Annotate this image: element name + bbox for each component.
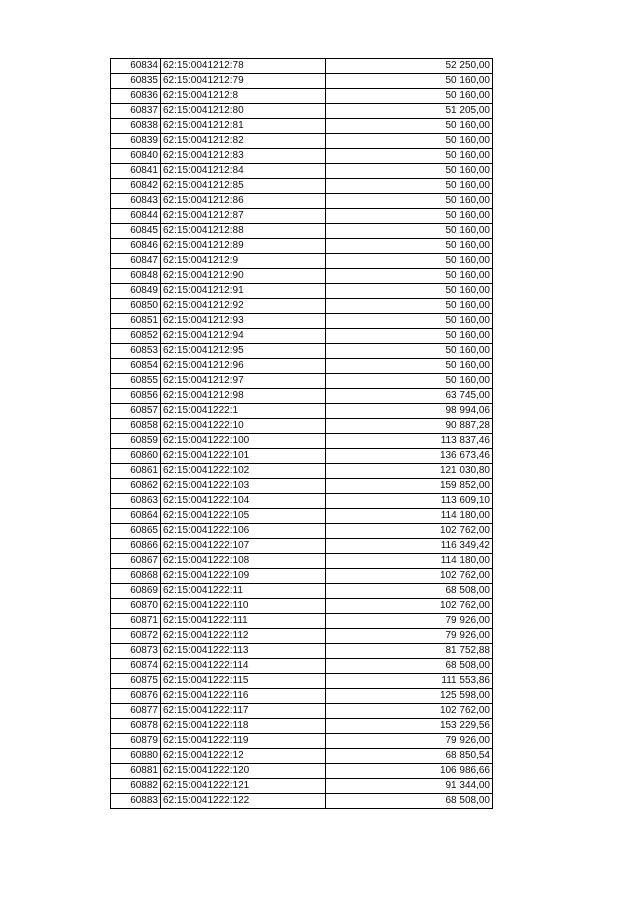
row-number-cell: 60857 — [111, 404, 161, 419]
value-cell: 50 160,00 — [326, 119, 493, 134]
table-row — [111, 464, 493, 479]
value-cell: 111 553,86 — [326, 674, 493, 689]
row-number-cell: 60864 — [111, 509, 161, 524]
value-cell: 121 030,80 — [326, 464, 493, 479]
cadastral-number-cell: 62:15:0041212:98 — [161, 389, 326, 404]
table-row — [111, 374, 493, 389]
value-cell: 50 160,00 — [326, 194, 493, 209]
row-number-cell: 60852 — [111, 329, 161, 344]
table-row — [111, 299, 493, 314]
row-number-cell: 60867 — [111, 554, 161, 569]
table-row — [111, 524, 493, 539]
cadastral-number-cell: 62:15:0041222:114 — [161, 659, 326, 674]
cadastral-number-cell: 62:15:0041212:82 — [161, 134, 326, 149]
value-cell: 63 745,00 — [326, 389, 493, 404]
value-cell: 50 160,00 — [326, 299, 493, 314]
value-cell: 68 508,00 — [326, 794, 493, 809]
table-row — [111, 599, 493, 614]
cadastral-number-cell: 62:15:0041222:104 — [161, 494, 326, 509]
table-row — [111, 749, 493, 764]
row-number-cell: 60861 — [111, 464, 161, 479]
table-row — [111, 719, 493, 734]
cadastral-number-cell: 62:15:0041222:115 — [161, 674, 326, 689]
cadastral-number-cell: 62:15:0041222:121 — [161, 779, 326, 794]
value-cell: 106 986,66 — [326, 764, 493, 779]
cadastral-number-cell: 62:15:0041212:96 — [161, 359, 326, 374]
row-number-cell: 60851 — [111, 314, 161, 329]
table-row — [111, 794, 493, 809]
value-cell: 116 349,42 — [326, 539, 493, 554]
value-cell: 136 673,46 — [326, 449, 493, 464]
table-row — [111, 419, 493, 434]
row-number-cell: 60843 — [111, 194, 161, 209]
row-number-cell: 60845 — [111, 224, 161, 239]
table-row — [111, 239, 493, 254]
cadastral-number-cell: 62:15:0041212:94 — [161, 329, 326, 344]
value-cell: 102 762,00 — [326, 569, 493, 584]
value-cell: 52 250,00 — [326, 59, 493, 74]
value-cell: 50 160,00 — [326, 344, 493, 359]
table-row — [111, 509, 493, 524]
table-row — [111, 134, 493, 149]
table-row — [111, 269, 493, 284]
row-number-cell: 60876 — [111, 689, 161, 704]
cadastral-number-cell: 62:15:0041212:81 — [161, 119, 326, 134]
row-number-cell: 60865 — [111, 524, 161, 539]
table-row — [111, 164, 493, 179]
cadastral-number-cell: 62:15:0041222:103 — [161, 479, 326, 494]
cadastral-number-cell: 62:15:0041212:86 — [161, 194, 326, 209]
row-number-cell: 60883 — [111, 794, 161, 809]
row-number-cell: 60844 — [111, 209, 161, 224]
table-row — [111, 344, 493, 359]
cadastral-number-cell: 62:15:0041222:122 — [161, 794, 326, 809]
value-cell: 50 160,00 — [326, 74, 493, 89]
table-row — [111, 224, 493, 239]
cadastral-number-cell: 62:15:0041212:88 — [161, 224, 326, 239]
table-row — [111, 194, 493, 209]
table-row — [111, 644, 493, 659]
table-row — [111, 74, 493, 89]
table-row — [111, 614, 493, 629]
row-number-cell: 60879 — [111, 734, 161, 749]
table-row — [111, 59, 493, 74]
value-cell: 68 508,00 — [326, 584, 493, 599]
value-cell: 68 508,00 — [326, 659, 493, 674]
row-number-cell: 60842 — [111, 179, 161, 194]
value-cell: 90 887,28 — [326, 419, 493, 434]
cadastral-number-cell: 62:15:0041222:10 — [161, 419, 326, 434]
value-cell: 102 762,00 — [326, 599, 493, 614]
cadastral-number-cell: 62:15:0041222:101 — [161, 449, 326, 464]
cadastral-number-cell: 62:15:0041222:110 — [161, 599, 326, 614]
value-cell: 79 926,00 — [326, 629, 493, 644]
row-number-cell: 60837 — [111, 104, 161, 119]
cadastral-number-cell: 62:15:0041222:117 — [161, 704, 326, 719]
row-number-cell: 60877 — [111, 704, 161, 719]
cadastral-number-cell: 62:15:0041222:12 — [161, 749, 326, 764]
value-cell: 50 160,00 — [326, 314, 493, 329]
cadastral-number-cell: 62:15:0041222:11 — [161, 584, 326, 599]
value-cell: 81 752,88 — [326, 644, 493, 659]
cadastral-number-cell: 62:15:0041222:100 — [161, 434, 326, 449]
value-cell: 102 762,00 — [326, 704, 493, 719]
value-cell: 68 850,54 — [326, 749, 493, 764]
table-row — [111, 434, 493, 449]
table-row — [111, 254, 493, 269]
cadastral-number-cell: 62:15:0041212:79 — [161, 74, 326, 89]
table-row — [111, 569, 493, 584]
table-row — [111, 494, 493, 509]
value-cell: 113 609,10 — [326, 494, 493, 509]
row-number-cell: 60873 — [111, 644, 161, 659]
row-number-cell: 60875 — [111, 674, 161, 689]
cadastral-number-cell: 62:15:0041212:90 — [161, 269, 326, 284]
row-number-cell: 60850 — [111, 299, 161, 314]
value-cell: 125 598,00 — [326, 689, 493, 704]
row-number-cell: 60838 — [111, 119, 161, 134]
value-cell: 79 926,00 — [326, 734, 493, 749]
value-cell: 50 160,00 — [326, 164, 493, 179]
cadastral-number-cell: 62:15:0041212:78 — [161, 59, 326, 74]
row-number-cell: 60841 — [111, 164, 161, 179]
cadastral-number-cell: 62:15:0041212:89 — [161, 239, 326, 254]
value-cell: 50 160,00 — [326, 149, 493, 164]
table-row — [111, 389, 493, 404]
cadastral-value-table — [110, 58, 493, 809]
table-row — [111, 284, 493, 299]
cadastral-number-cell: 62:15:0041222:119 — [161, 734, 326, 749]
table-row — [111, 704, 493, 719]
value-cell: 114 180,00 — [326, 554, 493, 569]
cadastral-number-cell: 62:15:0041222:107 — [161, 539, 326, 554]
value-cell: 50 160,00 — [326, 89, 493, 104]
row-number-cell: 60858 — [111, 419, 161, 434]
value-cell: 50 160,00 — [326, 179, 493, 194]
row-number-cell: 60846 — [111, 239, 161, 254]
value-cell: 98 994,06 — [326, 404, 493, 419]
value-cell: 50 160,00 — [326, 224, 493, 239]
row-number-cell: 60839 — [111, 134, 161, 149]
table-row — [111, 449, 493, 464]
table-row — [111, 314, 493, 329]
value-cell: 159 852,00 — [326, 479, 493, 494]
value-cell: 50 160,00 — [326, 254, 493, 269]
value-cell: 50 160,00 — [326, 239, 493, 254]
table-row — [111, 179, 493, 194]
cadastral-number-cell: 62:15:0041212:80 — [161, 104, 326, 119]
cadastral-number-cell: 62:15:0041212:93 — [161, 314, 326, 329]
cadastral-number-cell: 62:15:0041222:109 — [161, 569, 326, 584]
value-cell: 153 229,56 — [326, 719, 493, 734]
cadastral-number-cell: 62:15:0041212:85 — [161, 179, 326, 194]
cadastral-number-cell: 62:15:0041222:113 — [161, 644, 326, 659]
value-cell: 50 160,00 — [326, 359, 493, 374]
row-number-cell: 60856 — [111, 389, 161, 404]
cadastral-number-cell: 62:15:0041212:8 — [161, 89, 326, 104]
value-cell: 79 926,00 — [326, 614, 493, 629]
cadastral-number-cell: 62:15:0041222:120 — [161, 764, 326, 779]
value-cell: 51 205,00 — [326, 104, 493, 119]
row-number-cell: 60840 — [111, 149, 161, 164]
cadastral-number-cell: 62:15:0041212:91 — [161, 284, 326, 299]
cadastral-number-cell: 62:15:0041212:87 — [161, 209, 326, 224]
row-number-cell: 60872 — [111, 629, 161, 644]
row-number-cell: 60866 — [111, 539, 161, 554]
value-cell: 114 180,00 — [326, 509, 493, 524]
cadastral-number-cell: 62:15:0041212:92 — [161, 299, 326, 314]
row-number-cell: 60881 — [111, 764, 161, 779]
table-row — [111, 779, 493, 794]
row-number-cell: 60871 — [111, 614, 161, 629]
row-number-cell: 60853 — [111, 344, 161, 359]
row-number-cell: 60880 — [111, 749, 161, 764]
table-row — [111, 689, 493, 704]
table-row — [111, 149, 493, 164]
table-row — [111, 554, 493, 569]
row-number-cell: 60860 — [111, 449, 161, 464]
cadastral-number-cell: 62:15:0041212:83 — [161, 149, 326, 164]
cadastral-number-cell: 62:15:0041222:108 — [161, 554, 326, 569]
table-row — [111, 734, 493, 749]
row-number-cell: 60862 — [111, 479, 161, 494]
table-row — [111, 119, 493, 134]
cadastral-number-cell: 62:15:0041222:112 — [161, 629, 326, 644]
table-row — [111, 404, 493, 419]
value-cell: 50 160,00 — [326, 269, 493, 284]
value-cell: 50 160,00 — [326, 374, 493, 389]
value-cell: 50 160,00 — [326, 209, 493, 224]
value-cell: 113 837,46 — [326, 434, 493, 449]
cadastral-number-cell: 62:15:0041222:106 — [161, 524, 326, 539]
table-row — [111, 539, 493, 554]
cadastral-number-cell: 62:15:0041222:102 — [161, 464, 326, 479]
value-cell: 50 160,00 — [326, 284, 493, 299]
table-row — [111, 674, 493, 689]
row-number-cell: 60868 — [111, 569, 161, 584]
row-number-cell: 60835 — [111, 74, 161, 89]
table-body — [111, 59, 493, 809]
row-number-cell: 60870 — [111, 599, 161, 614]
table-row — [111, 209, 493, 224]
table-row — [111, 479, 493, 494]
row-number-cell: 60836 — [111, 89, 161, 104]
value-cell: 50 160,00 — [326, 134, 493, 149]
row-number-cell: 60874 — [111, 659, 161, 674]
row-number-cell: 60859 — [111, 434, 161, 449]
cadastral-number-cell: 62:15:0041212:9 — [161, 254, 326, 269]
row-number-cell: 60878 — [111, 719, 161, 734]
table-row — [111, 659, 493, 674]
cadastral-number-cell: 62:15:0041222:118 — [161, 719, 326, 734]
row-number-cell: 60847 — [111, 254, 161, 269]
value-cell: 91 344,00 — [326, 779, 493, 794]
cadastral-number-cell: 62:15:0041222:111 — [161, 614, 326, 629]
row-number-cell: 60848 — [111, 269, 161, 284]
cadastral-number-cell: 62:15:0041212:84 — [161, 164, 326, 179]
table-row — [111, 329, 493, 344]
row-number-cell: 60854 — [111, 359, 161, 374]
value-cell: 102 762,00 — [326, 524, 493, 539]
table-row — [111, 764, 493, 779]
row-number-cell: 60863 — [111, 494, 161, 509]
table-row — [111, 359, 493, 374]
table-row — [111, 89, 493, 104]
cadastral-number-cell: 62:15:0041212:97 — [161, 374, 326, 389]
value-cell: 50 160,00 — [326, 329, 493, 344]
row-number-cell: 60869 — [111, 584, 161, 599]
row-number-cell: 60882 — [111, 779, 161, 794]
cadastral-number-cell: 62:15:0041222:105 — [161, 509, 326, 524]
cadastral-number-cell: 62:15:0041222:116 — [161, 689, 326, 704]
row-number-cell: 60855 — [111, 374, 161, 389]
table-row — [111, 584, 493, 599]
table-row — [111, 629, 493, 644]
table-row — [111, 104, 493, 119]
row-number-cell: 60834 — [111, 59, 161, 74]
cadastral-number-cell: 62:15:0041222:1 — [161, 404, 326, 419]
row-number-cell: 60849 — [111, 284, 161, 299]
cadastral-number-cell: 62:15:0041212:95 — [161, 344, 326, 359]
